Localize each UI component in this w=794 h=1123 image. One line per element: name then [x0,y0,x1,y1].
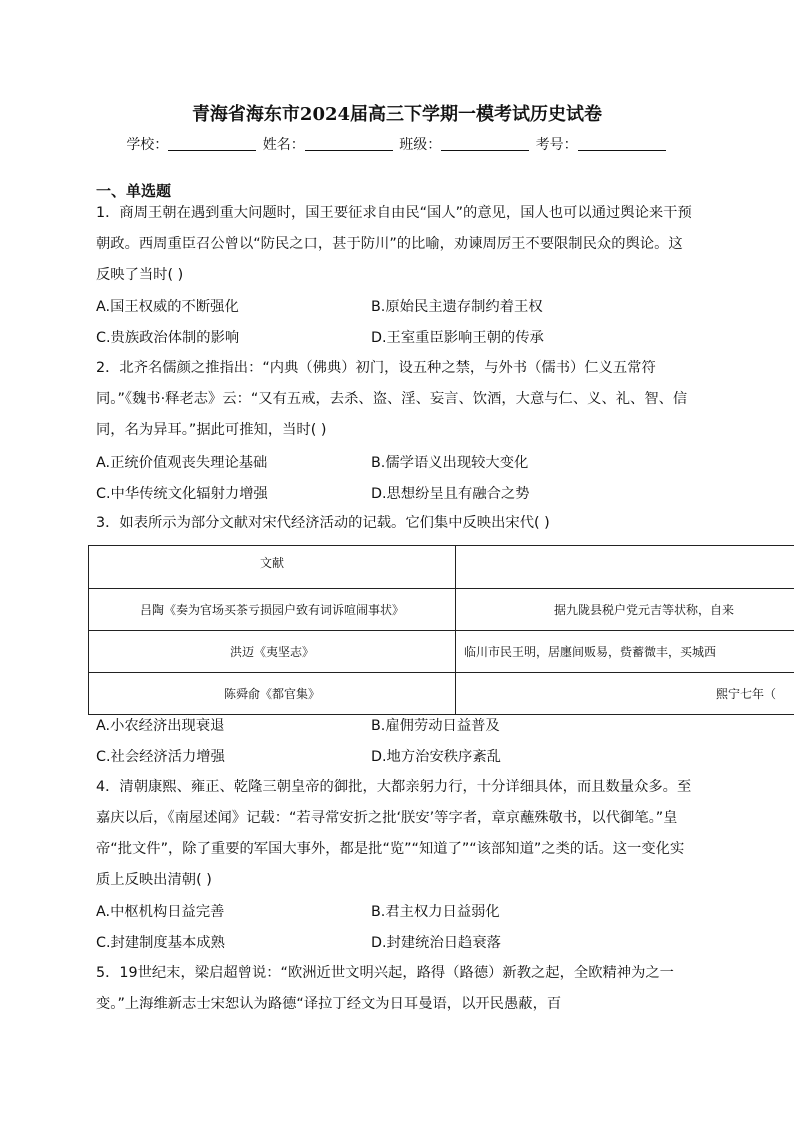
q3-option-b: B.雇佣劳动日益普及 [371,718,500,734]
q2-option-d: D.思想纷呈且有融合之势 [371,486,530,502]
q4-option-c: C.封建制度基本成熟 [96,935,225,951]
question-3-stem: 3．如表所示为部分文献对宋代经济活动的记载。它们集中反映出宋代( ) [96,515,550,531]
q2-option-a: A.正统价值观丧失理论基础 [96,455,268,471]
school-blank[interactable] [168,136,256,151]
table-cell-content: 临川市民王明，居廛间贩易，赀蓄微丰，买城西 [456,631,794,673]
question-5-stem: 5．19世纪末，梁启超曾说：“欧洲近世文明兴起，路得（路德）新教之起，全欧精神为之一变。”上海维新志士宋恕认为路德“译拉丁经文为日耳曼语，以开民愚蔽，百 [96,965,674,1012]
table-header-cell: 文献 [89,546,456,589]
q3-option-a: A.小农经济出现衰退 [96,718,225,734]
table-header-cell [456,546,794,589]
class-label: 班级： [399,137,442,153]
q1-option-c: C.贵族政治体制的影响 [96,330,240,346]
q3-option-d: D.地方治安秩序紊乱 [371,749,501,765]
name-label: 姓名： [262,137,305,153]
exam-no-blank[interactable] [578,136,666,151]
table-cell-content: 熙宁七年（ [456,673,794,715]
page-title: 青海省海东市2024届高三下学期一模考试历史试卷 [191,104,603,125]
section-heading: 一、单选题 [96,182,172,200]
q3-option-c: C.社会经济活力增强 [96,749,225,765]
q1-option-d: D.王室重臣影响王朝的传承 [371,330,544,346]
table-cell-content: 据九陇县税户党元吉等状称，自来 [456,589,794,631]
question-2-stem: 2．北齐名儒颜之推指出：“内典（佛典）初门，设五种之禁，与外书（儒书）仁义五常符同。”《魏书·释老志》云：“又有五戒，去杀、盗、淫、妄言、饮酒，大意与仁、义、礼、智、信同，名为异耳。”据此可推知，当时( ) [96,360,688,438]
school-label: 学校： [126,137,169,153]
class-blank[interactable] [441,136,529,151]
table-row [89,673,794,715]
table-cell-source: 洪迈《夷坚志》 [89,631,456,673]
table-header-row [89,546,794,589]
q1-option-b: B.原始民主遗存制约着王权 [371,299,543,315]
documents-table [88,545,794,715]
question-1-stem: 1．商周王朝在遇到重大问题时，国王要征求自由民“国人”的意见，国人也可以通过舆论来干预朝政。西周重臣召公曾以“防民之口，甚于防川”的比喻，劝谏周厉王不要限制民众的舆论。这反映了当时( ) [96,205,692,283]
table-cell-source: 陈舜俞《都官集》 [89,673,456,715]
table-row [89,589,794,631]
student-info-row [0,134,794,156]
q4-option-d: D.封建统治日趋衰落 [371,935,501,951]
table-row [89,631,794,673]
q4-option-a: A.中枢机构日益完善 [96,904,225,920]
question-4-stem: 4．清朝康熙、雍正、乾隆三朝皇帝的御批，大都亲躬力行，十分详细具体，而且数量众多。至嘉庆以后，《南屋述闻》记载：“若寻常安折之批‘朕安’等字者，章京蘸殊敬书，以代御笔。”皇帝“批文件”，除了重要的军国大事外，都是批“览”“知道了”“该部知道”之类的话。这一变化实质上反映出清朝( ) [96,779,692,888]
q4-option-b: B.君主权力日益弱化 [371,904,500,920]
exam-no-label: 考号： [535,137,578,153]
q1-option-a: A.国王权威的不断强化 [96,299,239,315]
name-blank[interactable] [305,136,393,151]
q2-option-b: B.儒学语义出现较大变化 [371,455,529,471]
table-cell-source: 吕陶《奏为官场买茶亏损园户致有词诉喧闹事状》 [89,589,456,631]
q2-option-c: C.中华传统文化辐射力增强 [96,486,268,502]
